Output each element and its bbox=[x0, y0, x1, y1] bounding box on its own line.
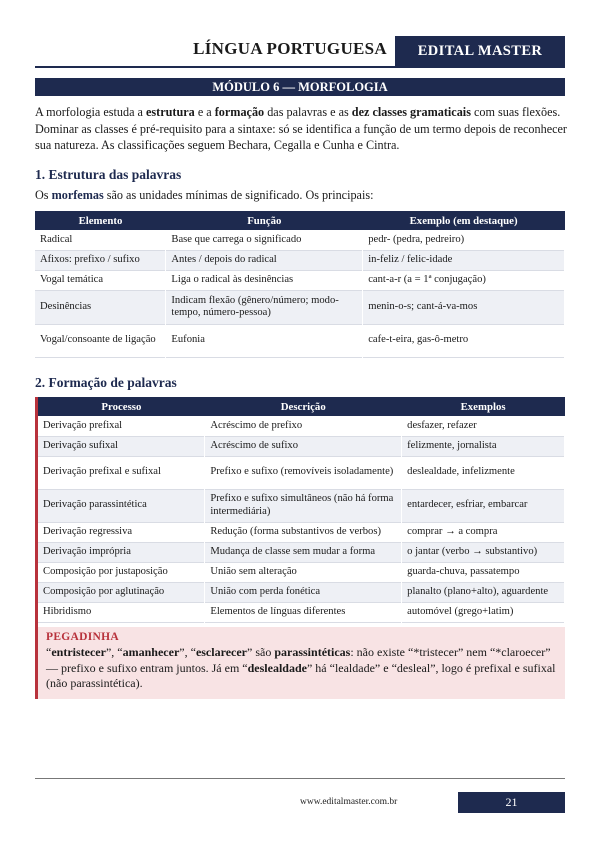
table-cell: cant-a-r (a = 1ª conjugação) bbox=[363, 270, 565, 290]
warning-box bbox=[38, 627, 565, 699]
column-header: Função bbox=[166, 211, 363, 230]
table-cell: Indicam flexão (gênero/número; modo-tempo, número-pessoa) bbox=[166, 290, 363, 324]
lead-text: são as unidades mínimas de significado. Os principais: bbox=[103, 188, 374, 202]
intro-bold: formação bbox=[214, 105, 265, 119]
morpheme-table bbox=[35, 211, 565, 358]
section-1-lead bbox=[35, 188, 374, 203]
table-cell: menin-o-s; cant-á-va-mos bbox=[363, 290, 565, 324]
warning-fragment: ”, “ bbox=[105, 645, 123, 659]
warning-fragment: ”, “ bbox=[179, 645, 196, 659]
table-cell: Elementos de línguas diferentes bbox=[205, 602, 402, 622]
intro-bold: estrutura bbox=[146, 105, 195, 119]
warning-fragment: ” são bbox=[247, 645, 275, 659]
table-cell: Composição por aglutinação bbox=[38, 582, 205, 602]
lead-text: Os bbox=[35, 188, 52, 202]
table-cell: Hibridismo bbox=[38, 602, 205, 622]
table-cell: Prefixo e sufixo simultâneos (não há forma intermediária) bbox=[205, 489, 402, 522]
column-header: Descrição bbox=[205, 397, 402, 416]
table-cell: Derivação imprópria bbox=[38, 542, 205, 562]
formation-block bbox=[35, 397, 565, 699]
table-cell: desfazer, refazer bbox=[402, 416, 565, 436]
table-cell: Radical bbox=[35, 230, 166, 250]
header-rule bbox=[35, 66, 565, 68]
table-cell: Prefixo e sufixo (removíveis isoladamente) bbox=[205, 456, 402, 489]
table-cell: Acréscimo de prefixo bbox=[205, 416, 402, 436]
table-cell: pedr- (pedra, pedreiro) bbox=[363, 230, 565, 250]
table-cell: automóvel (grego+latim) bbox=[402, 602, 565, 622]
table-row bbox=[38, 416, 565, 436]
intro-text: das palavras e as bbox=[264, 105, 352, 119]
table-cell: Antes / depois do radical bbox=[166, 250, 363, 270]
page-header bbox=[35, 36, 565, 66]
section-1-title: 1. Estrutura das palavras bbox=[35, 167, 182, 182]
table-cell: União sem alteração bbox=[205, 562, 402, 582]
table-cell: Liga o radical às desinências bbox=[166, 270, 363, 290]
column-header: Processo bbox=[38, 397, 205, 416]
table-row bbox=[38, 582, 565, 602]
column-header: Exemplo (em destaque) bbox=[363, 211, 565, 230]
intro-text: A morfologia estuda a bbox=[35, 105, 147, 119]
footer-url[interactable]: www.editalmaster.com.br bbox=[300, 797, 398, 807]
column-header: Exemplos bbox=[402, 397, 565, 416]
footer-rule bbox=[35, 778, 565, 779]
brand-badge: EDITAL MASTER bbox=[395, 36, 565, 66]
table-header-row bbox=[38, 397, 565, 416]
table-row bbox=[35, 290, 565, 324]
intro-text: e a bbox=[194, 105, 215, 119]
warning-fragment: : não existe “*tristecer” nem “*claroecer” — prefixo e sufixo entram juntos. Já em “ bbox=[46, 645, 551, 675]
warning-bold: parassintéticas bbox=[274, 645, 351, 659]
table-cell: cafe-t-eira, gas-ô-metro bbox=[363, 324, 565, 357]
table-cell: Derivação parassintética bbox=[38, 489, 205, 522]
warning-fragment: ” há “lealdade” e “desleal”, logo é prefixal e sufixal (não parassintética). bbox=[46, 660, 556, 690]
table-row bbox=[38, 522, 565, 542]
table-row bbox=[38, 562, 565, 582]
table-cell: entardecer, esfriar, embarcar bbox=[402, 489, 565, 522]
warning-bold: deslealdade bbox=[247, 660, 307, 675]
column-header: Elemento bbox=[35, 211, 166, 230]
section-2-title: 2. Formação de palavras bbox=[35, 375, 177, 390]
table-cell: Afixos: prefixo / sufixo bbox=[35, 250, 166, 270]
table-row bbox=[38, 489, 565, 522]
table-cell: Derivação regressiva bbox=[38, 522, 205, 542]
table-row bbox=[38, 542, 565, 562]
table-cell: Base que carrega o significado bbox=[166, 230, 363, 250]
warning-text bbox=[46, 645, 557, 692]
warning-fragment: “ bbox=[46, 645, 52, 659]
table-cell: guarda-chuva, passatempo bbox=[402, 562, 565, 582]
page-number: 21 bbox=[458, 792, 565, 813]
table-row bbox=[35, 324, 565, 357]
warning-bold: esclarecer bbox=[195, 645, 248, 659]
table-row bbox=[35, 270, 565, 290]
intro-bold: dez classes gramaticais bbox=[351, 105, 471, 119]
table-cell: União com perda fonética bbox=[205, 582, 402, 602]
table-cell: o jantar (verbo → substantivo) bbox=[402, 542, 565, 562]
module-title: MÓDULO 6 — MORFOLOGIA bbox=[35, 78, 565, 96]
formation-table bbox=[38, 397, 565, 623]
table-cell: Derivação prefixal bbox=[38, 416, 205, 436]
table-header-row bbox=[35, 211, 565, 230]
warning-title: PEGADINHA bbox=[46, 631, 119, 643]
table-cell: Vogal temática bbox=[35, 270, 166, 290]
table-cell: Desinências bbox=[35, 290, 166, 324]
warning-bold: amanhecer bbox=[122, 645, 180, 659]
table-row bbox=[35, 250, 565, 270]
table-cell: comprar → a compra bbox=[402, 522, 565, 542]
table-cell: felizmente, jornalista bbox=[402, 436, 565, 456]
lead-highlight: morfemas bbox=[51, 188, 104, 202]
subject-title: LÍNGUA PORTUGUESA bbox=[193, 39, 387, 58]
table-row bbox=[38, 456, 565, 489]
table-cell: Eufonia bbox=[166, 324, 363, 357]
table-cell: Mudança de classe sem mudar a forma bbox=[205, 542, 402, 562]
table-cell: Acréscimo de sufixo bbox=[205, 436, 402, 456]
table-cell: deslealdade, infelizmente bbox=[402, 456, 565, 489]
table-cell: planalto (plano+alto), aguardente bbox=[402, 582, 565, 602]
table-cell: Composição por justaposição bbox=[38, 562, 205, 582]
table-cell: Vogal/consoante de ligação bbox=[35, 324, 166, 357]
table-row bbox=[38, 602, 565, 622]
intro-paragraph bbox=[35, 104, 567, 154]
warning-bold: entristecer bbox=[51, 645, 106, 659]
table-cell: Derivação prefixal e sufixal bbox=[38, 456, 205, 489]
table-cell: Derivação sufixal bbox=[38, 436, 205, 456]
table-cell: Redução (forma substantivos de verbos) bbox=[205, 522, 402, 542]
table-row bbox=[38, 436, 565, 456]
intro-text: com suas flexões. Dominar as classes é pré-requisito para a sintaxe: só se identifica a função de um termo depois de reconhecer sua natureza. As classificações seguem Bechara, Cegalla e Cunha e Cintra. bbox=[35, 105, 567, 152]
table-row bbox=[35, 230, 565, 250]
table-cell: in-feliz / felic-idade bbox=[363, 250, 565, 270]
